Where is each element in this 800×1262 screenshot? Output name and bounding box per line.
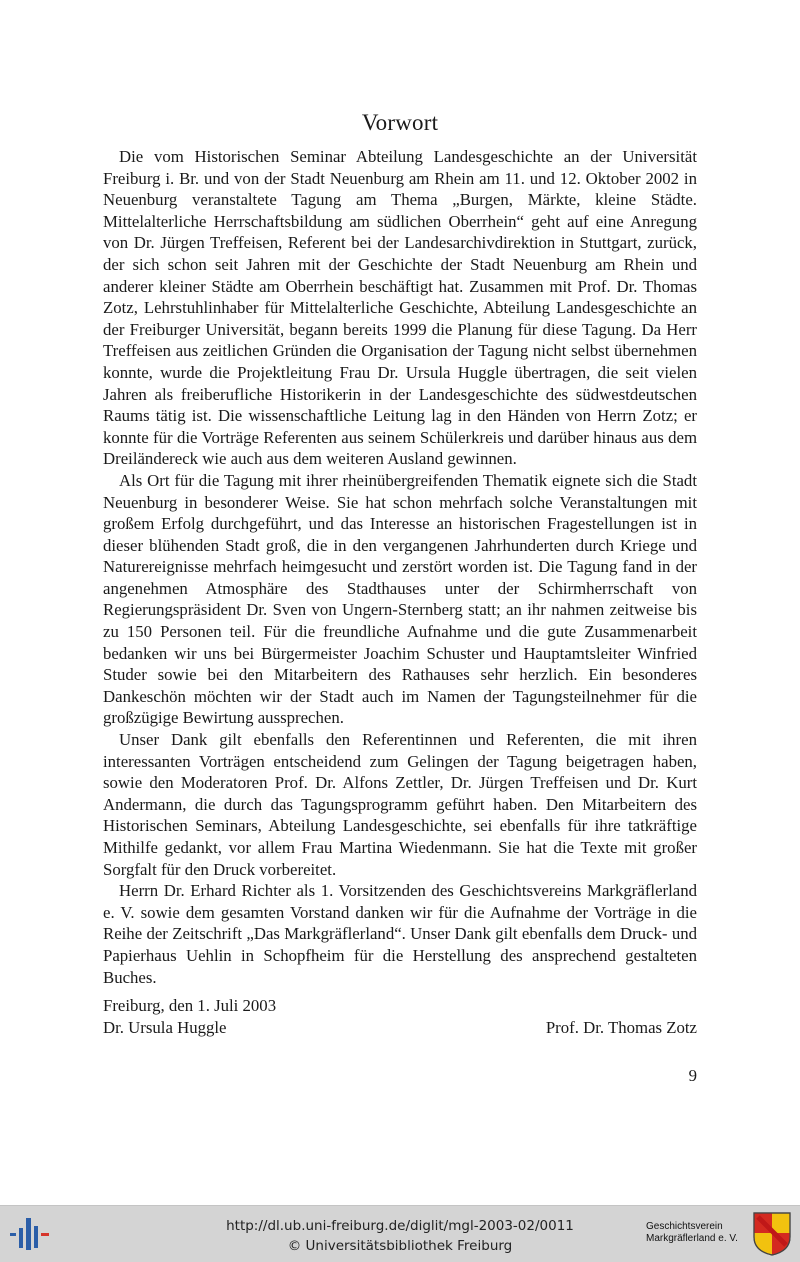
signatures <box>103 1017 697 1039</box>
paragraph-1: Die vom Historischen Seminar Abteilung Landesgeschichte an der Universität Freiburg i. Br. und von der Stadt Neuenburg am Rhein am 11. und 12. Oktober 2002 in Neuenburg veranstaltete Tagung am Thema „Burgen, Märkte, kleine Städte. Mittelalterliche Herrschaftsbildung am südlichen Oberrhein“ geht auf eine Anregung von Dr. Jürgen Treffeisen, Referent bei der Landesarchivdirektion in Stuttgart, zurück, der sich schon seit Jahren mit der Geschichte der Stadt Neuenburg am Rhein und anderer kleiner Städte am Oberrhein beschäftigt hat. Zusammen mit Prof. Dr. Thomas Zotz, Lehrstuhlinhaber für Mittelalterliche Geschichte, Abteilung Landesgeschichte an der Freiburger Universität, begann bereits 1999 die Planung für diese Tagung. Da Herr Treffeisen aus zeitlichen Gründen die Organisation der Tagung nicht selbst übernehmen konnte, wurde die Projektleitung Frau Dr. Ursula Huggle übertragen, die seit vielen Jahren als freiberufliche Historikerin in der Landesgeschichte des südwestdeutschen Raums tätig ist. Die wissenschaftliche Leitung lag in den Händen von Herrn Zotz; er konnte für die Vorträge Referenten aus seinem Schülerkreis und darüber hinaus aus dem Dreiländereck wie auch aus dem weiteren Ausland gewinnen. <box>103 147 697 469</box>
paragraph-3: Unser Dank gilt ebenfalls den Referentinnen und Referenten, die mit ihren interessanten Vorträgen entscheidend zum Gelingen der Tagung beigetragen haben, sowie den Moderatoren Prof. Dr. Alfons Zettler, Dr. Jürgen Treffeisen und Dr. Kurt Andermann, die durch das Tagungsprogramm geführt haben. Den Mitarbeitern des Historischen Seminars, Abteilung Landesgeschichte, sei ebenfalls für ihre tatkräftige Mithilfe gedankt, vor allem Frau Martina Wiedenmann. Sie hat die Texte mit großer Sorgfalt für den Druck vorbereitet. <box>103 730 697 879</box>
society-name <box>646 1221 738 1245</box>
footer-center <box>160 1216 640 1256</box>
body-text <box>103 146 697 988</box>
page-number: 9 <box>688 1066 697 1085</box>
paragraph-2: Als Ort für die Tagung mit ihrer rheinübergreifenden Thematik eignete sich die Stadt Neuenburg in besonderer Weise. Sie hat schon mehrfach solche Veranstaltungen mit großem Erfolg durchgeführt, und das Interesse an historischen Fragestellungen ist in dieser blühenden Stadt groß, die in den vergangenen Jahrhunderten durch Kriege und Naturereignisse mehrfach heimgesucht und zerstört worden ist. Die Tagung fand in der angenehmen Atmosphäre des Stadthauses unter der Schirmherrschaft von Regierungspräsident Dr. Sven von Ungern-Sternberg statt; an ihr nahmen zeitweise bis zu 150 Personen teil. Für die freundliche Aufnahme und die gute Zusammenarbeit bedanken wir uns bei Bürgermeister Joachim Schuster und Hauptamtsleiter Winfried Studer sowie bei den Mitarbeitern des Rathauses sehr herzlich. Ein besonderes Dankeschön möchten wir der Stadt auch im Namen der Tagungsteilnehmer für die großzügige Bewirtung aussprechen. <box>103 470 697 728</box>
ub-freiburg-logo-icon[interactable] <box>8 1214 52 1254</box>
copyright-text: © Universitätsbibliothek Freiburg <box>287 1238 513 1254</box>
society-crest-icon <box>752 1211 792 1257</box>
signatory-right: Prof. Dr. Thomas Zotz <box>545 1017 697 1037</box>
place-date: Freiburg, den 1. Juli 2003 <box>103 996 277 1015</box>
closing-block <box>103 995 697 1038</box>
digital-library-link[interactable]: http://dl.ub.uni-freiburg.de/diglit/mgl-2003-02/0011 <box>226 1218 574 1234</box>
signatory-left: Dr. Ursula Huggle <box>103 1017 227 1037</box>
paragraph-4: Herrn Dr. Erhard Richter als 1. Vorsitzenden des Geschichtsvereins Markgräflerland e. V. sowie dem gesamten Vorstand danken wir für die Aufnahme der Vorträge in die Reihe der Zeitschrift „Das Markgräflerland“. Unser Dank gilt ebenfalls dem Druck- und Papierhaus Uehlin in Schopfheim für die Herstellung des ansprechend gestalteten Buches. <box>103 881 697 987</box>
society-name-line1: Geschichtsverein <box>646 1221 723 1232</box>
footer-bar <box>0 1205 800 1262</box>
society-name-line2: Markgräflerland e. V. <box>646 1233 738 1244</box>
page-title: Vorwort <box>361 110 439 135</box>
